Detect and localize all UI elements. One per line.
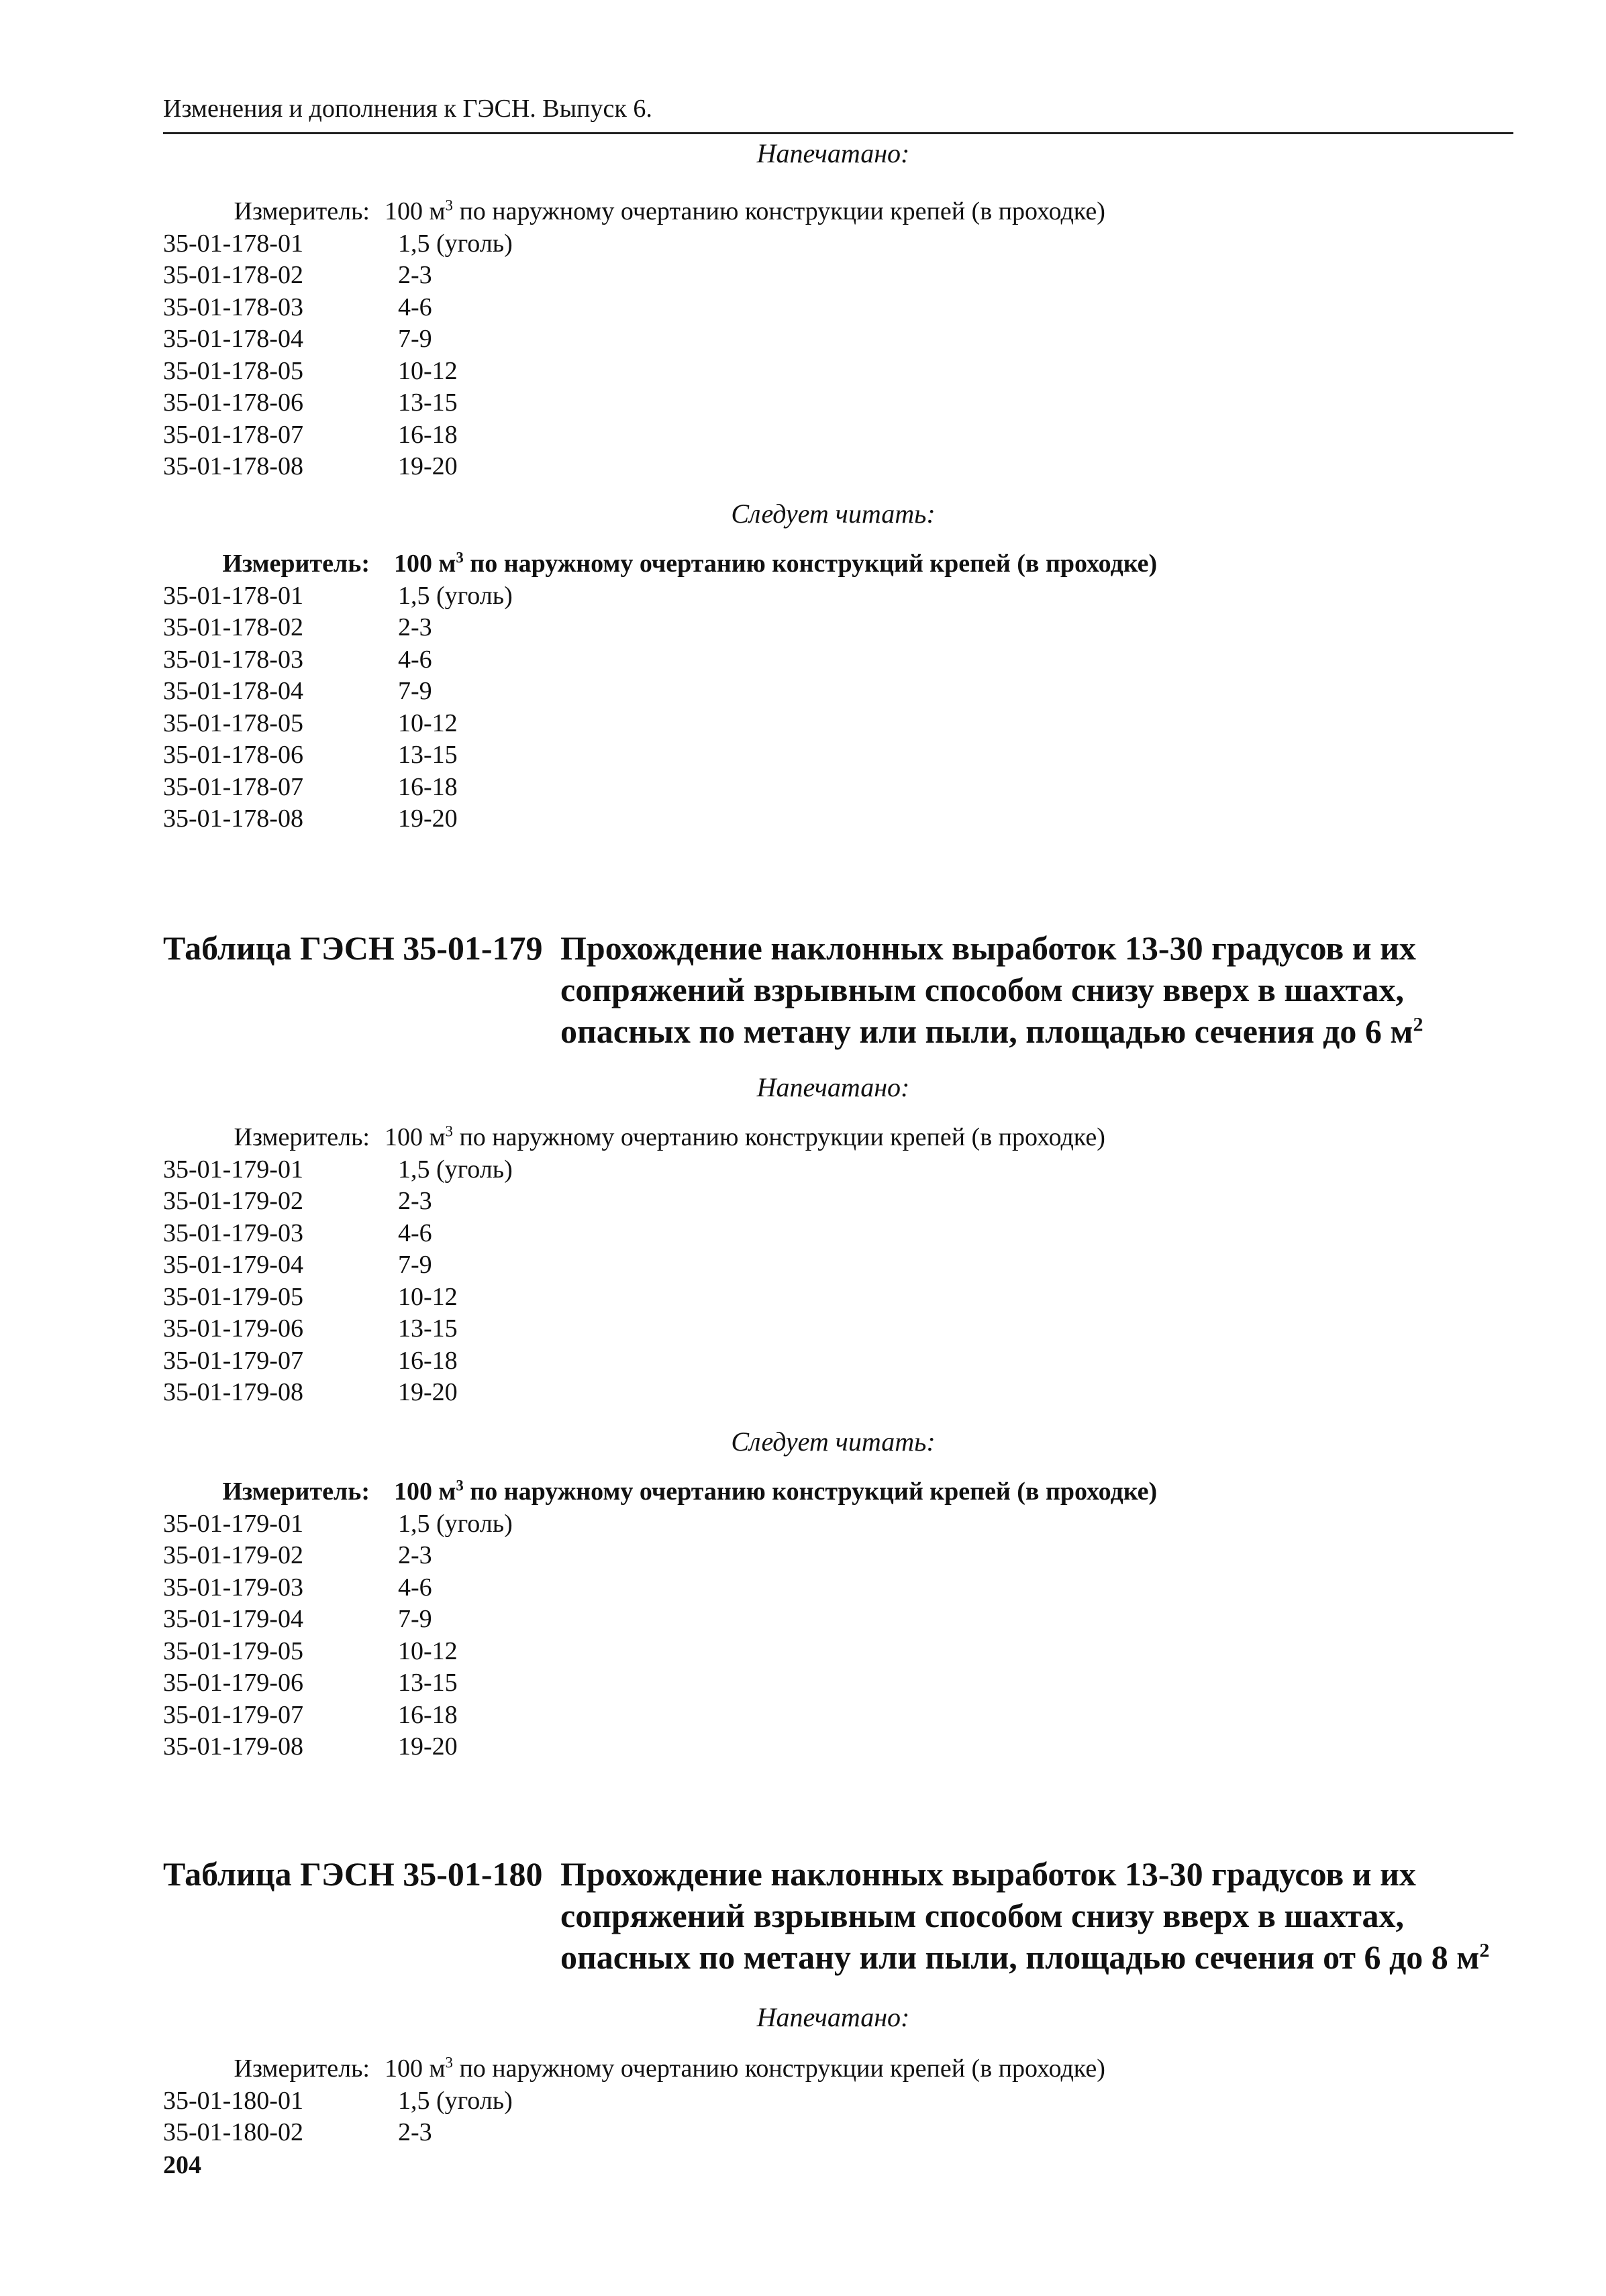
table-row: [163, 1667, 1505, 1700]
row-code: 35-01-178-05: [163, 709, 303, 737]
table-row: [163, 580, 1505, 613]
table-row: [163, 1700, 1505, 1732]
row-code: 35-01-179-03: [163, 1218, 303, 1247]
table-row: [163, 1377, 1505, 1409]
row-value: 1,5 (уголь): [398, 1509, 513, 1538]
table-row: [163, 1154, 1505, 1186]
table-row: [163, 1345, 1505, 1377]
header-rule: [163, 132, 1513, 134]
row-value: 10-12: [398, 709, 458, 737]
row-value: 1,5 (уголь): [398, 1155, 513, 1184]
table-row: [163, 1636, 1505, 1668]
section-180-printed: [163, 2053, 1505, 2149]
table-row: [163, 803, 1505, 835]
row-value: 2-3: [398, 261, 432, 289]
row-value: 2-3: [398, 613, 432, 641]
measure-value: 100 $м^3$ по наружному очертанию конструкции крепей (в проходке): [385, 197, 1105, 225]
table-row: [163, 1540, 1505, 1572]
row-value: 1,5 (уголь): [398, 581, 513, 610]
row-value: 2-3: [398, 1187, 432, 1215]
row-value: 1,5 (уголь): [398, 229, 513, 258]
table-row: [163, 228, 1505, 260]
measure-value: 100 $м^3$ по наружному очертанию конструкции крепей (в проходке): [385, 1123, 1105, 1151]
table-row: [163, 1313, 1505, 1345]
row-code: 35-01-178-04: [163, 677, 303, 705]
table-row: [163, 356, 1505, 388]
row-value: 2-3: [398, 1541, 432, 1569]
row-code: 35-01-180-02: [163, 2118, 303, 2146]
row-code: 35-01-178-01: [163, 581, 303, 610]
row-code: 35-01-179-01: [163, 1509, 303, 1538]
table-row: [163, 1572, 1505, 1604]
measure-line: [163, 1476, 1505, 1508]
section-179-correct: [163, 1476, 1505, 1763]
measure-line: [163, 196, 1505, 228]
row-code: 35-01-179-07: [163, 1700, 303, 1729]
row-value: 13-15: [398, 1669, 458, 1697]
table-row: [163, 1604, 1505, 1636]
row-value: 10-12: [398, 1282, 458, 1311]
measure-line: [163, 548, 1505, 580]
row-code: 35-01-180-01: [163, 2086, 303, 2115]
section-178-printed: [163, 196, 1505, 483]
section-179-printed: [163, 1122, 1505, 1409]
table-title-text: Прохождение наклонных выработок 13-30 градусов и их сопряжений взрывным способом снизу вверх в шахтах, опасных по метану или пыли, площадью сечения до 6 $м^2$: [560, 929, 1423, 1050]
row-value: 19-20: [398, 804, 458, 833]
table-row: [163, 1186, 1505, 1218]
table-row: [163, 260, 1505, 292]
row-code: 35-01-178-07: [163, 420, 303, 449]
row-value: 4-6: [398, 1573, 432, 1602]
row-value: 16-18: [398, 1700, 458, 1729]
table-row: [163, 2117, 1505, 2149]
measure-key: Измеритель:: [222, 550, 370, 578]
row-code: 35-01-179-06: [163, 1669, 303, 1697]
should-read-label: Следует читать:: [731, 1426, 936, 1457]
table-row: [163, 708, 1505, 740]
table-row: [163, 451, 1505, 483]
row-code: 35-01-178-06: [163, 741, 303, 769]
row-value: 10-12: [398, 356, 458, 385]
table-180-title: [163, 1853, 1519, 1978]
row-code: 35-01-179-05: [163, 1636, 303, 1665]
printed-label: Напечатано:: [756, 138, 910, 168]
section-178-correct: [163, 548, 1505, 835]
row-code: 35-01-179-07: [163, 1346, 303, 1375]
row-value: 7-9: [398, 325, 432, 353]
should-read-label: Следует читать:: [731, 499, 936, 529]
row-code: 35-01-179-04: [163, 1605, 303, 1633]
table-row: [163, 1731, 1505, 1763]
row-value: 19-20: [398, 1732, 458, 1761]
row-value: 16-18: [398, 420, 458, 449]
table-row: [163, 1508, 1505, 1541]
table-row: [163, 2085, 1505, 2118]
row-value: 16-18: [398, 772, 458, 801]
table-row: [163, 739, 1505, 772]
row-code: 35-01-178-07: [163, 772, 303, 801]
table-row: [163, 644, 1505, 676]
table-prefix: Таблица ГЭСН 35-01-180: [163, 1855, 543, 1893]
measure-line: [163, 1122, 1505, 1154]
printed-label: Напечатано:: [756, 2002, 910, 2032]
row-code: 35-01-179-03: [163, 1573, 303, 1602]
row-value: 4-6: [398, 645, 432, 674]
row-code: 35-01-178-05: [163, 356, 303, 385]
measure-key: Измеритель:: [234, 1123, 370, 1151]
row-value: 7-9: [398, 677, 432, 705]
row-code: 35-01-179-08: [163, 1378, 303, 1406]
table-row: [163, 612, 1505, 644]
row-code: 35-01-179-06: [163, 1314, 303, 1343]
row-value: 19-20: [398, 1378, 458, 1406]
page-header: Изменения и дополнения к ГЭСН. Выпуск 6.: [163, 95, 652, 123]
row-code: 35-01-178-04: [163, 325, 303, 353]
row-code: 35-01-178-03: [163, 645, 303, 674]
table-title-text: Прохождение наклонных выработок 13-30 градусов и их сопряжений взрывным способом снизу вверх в шахтах, опасных по метану или пыли, площадью сечения от 6 до 8 $м^2$: [560, 1855, 1490, 1976]
table-row: [163, 1249, 1505, 1282]
measure-key: Измеритель:: [234, 2054, 370, 2083]
row-code: 35-01-178-06: [163, 388, 303, 417]
row-code: 35-01-178-02: [163, 613, 303, 641]
row-code: 35-01-179-01: [163, 1155, 303, 1184]
measure-value: 100 $м^3$ по наружному очертанию конструкций крепей (в проходке): [394, 549, 1158, 578]
row-code: 35-01-179-04: [163, 1251, 303, 1279]
row-code: 35-01-179-08: [163, 1732, 303, 1761]
table-row: [163, 676, 1505, 708]
measure-line: [163, 2053, 1505, 2085]
table-row: [163, 292, 1505, 324]
row-code: 35-01-178-02: [163, 261, 303, 289]
row-code: 35-01-179-02: [163, 1187, 303, 1215]
row-value: 10-12: [398, 1636, 458, 1665]
row-code: 35-01-178-08: [163, 452, 303, 480]
row-value: 4-6: [398, 1218, 432, 1247]
row-value: 19-20: [398, 452, 458, 480]
row-value: 2-3: [398, 2118, 432, 2146]
measure-value: 100 $м^3$ по наружному очертанию конструкций крепей (в проходке): [394, 1477, 1158, 1506]
table-row: [163, 1282, 1505, 1314]
measure-value: 100 $м^3$ по наружному очертанию конструкции крепей (в проходке): [385, 2054, 1105, 2083]
measure-key: Измеритель:: [222, 1477, 370, 1506]
table-row: [163, 323, 1505, 356]
row-code: 35-01-178-08: [163, 804, 303, 833]
row-code: 35-01-178-01: [163, 229, 303, 258]
table-row: [163, 387, 1505, 419]
row-value: 7-9: [398, 1251, 432, 1279]
row-value: 13-15: [398, 1314, 458, 1343]
row-code: 35-01-178-03: [163, 293, 303, 321]
table-prefix: Таблица ГЭСН 35-01-179: [163, 929, 543, 967]
row-code: 35-01-179-02: [163, 1541, 303, 1569]
row-code: 35-01-179-05: [163, 1282, 303, 1311]
row-value: 16-18: [398, 1346, 458, 1375]
row-value: 4-6: [398, 293, 432, 321]
measure-key: Измеритель:: [234, 197, 370, 225]
printed-label: Напечатано:: [756, 1072, 910, 1102]
row-value: 13-15: [398, 741, 458, 769]
table-179-title: [163, 927, 1519, 1052]
row-value: 7-9: [398, 1605, 432, 1633]
row-value: 13-15: [398, 388, 458, 417]
table-row: [163, 1218, 1505, 1250]
table-row: [163, 772, 1505, 804]
row-value: 1,5 (уголь): [398, 2086, 513, 2115]
table-row: [163, 419, 1505, 452]
page-number: 204: [163, 2151, 201, 2179]
